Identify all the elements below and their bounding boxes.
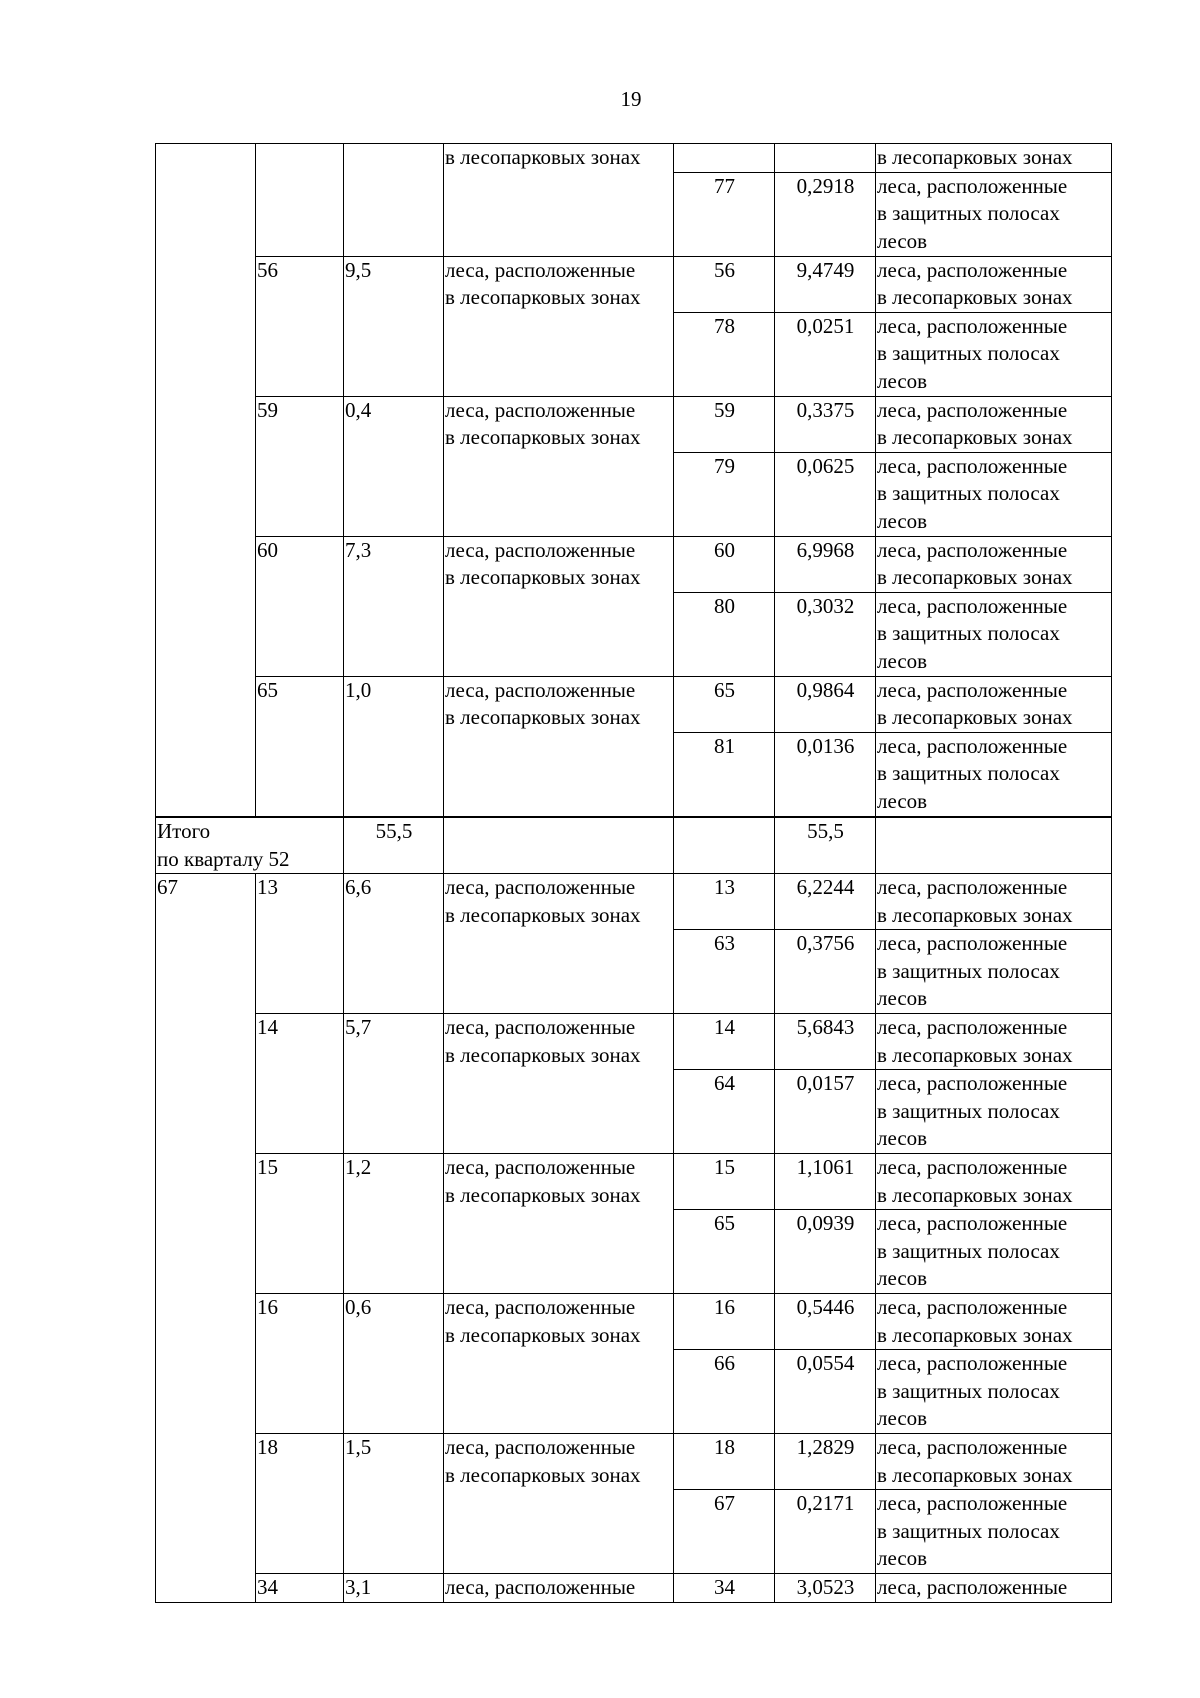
new-area-cell: 0,5446 xyxy=(775,1294,876,1350)
new-allotment-cell: 59 xyxy=(674,396,775,452)
area-cell: 1,0 xyxy=(344,676,444,816)
area-cell: 7,3 xyxy=(344,536,444,676)
new-area-cell: 0,0625 xyxy=(775,452,876,536)
new-category-cell: леса, расположенные в защитных полосах лесов xyxy=(876,312,1112,396)
total-label: Итого по кварталу 52 xyxy=(156,818,344,874)
category-cell: леса, расположенные в лесопарковых зонах xyxy=(444,1294,674,1434)
new-allotment-cell: 79 xyxy=(674,452,775,536)
category-cell: леса, расположенные в лесопарковых зонах xyxy=(444,536,674,676)
new-area-cell: 9,4749 xyxy=(775,256,876,312)
forest-allotment-table xyxy=(155,143,1112,817)
new-area-cell: 0,2918 xyxy=(775,172,876,256)
total-row xyxy=(156,818,1112,874)
category-cell: леса, расположенные в лесопарковых зонах xyxy=(444,676,674,816)
forest-allotment-table-continued xyxy=(155,817,1112,1603)
new-area-cell: 1,1061 xyxy=(775,1154,876,1210)
new-allotment-cell: 34 xyxy=(674,1574,775,1603)
new-allotment-cell: 16 xyxy=(674,1294,775,1350)
category-cell: леса, расположенные в лесопарковых зонах xyxy=(444,1434,674,1574)
new-category-cell: леса, расположенные в защитных полосах лесов xyxy=(876,452,1112,536)
new-category-cell: леса, расположенные в лесопарковых зонах xyxy=(876,256,1112,312)
allotment-cell: 59 xyxy=(256,396,344,536)
table-row xyxy=(156,396,1112,452)
new-allotment-cell: 66 xyxy=(674,1350,775,1434)
new-allotment-cell: 18 xyxy=(674,1434,775,1490)
table-row xyxy=(156,536,1112,592)
area-cell: 1,5 xyxy=(344,1434,444,1574)
new-category-cell: леса, расположенные в защитных полосах лесов xyxy=(876,1490,1112,1574)
area-cell: 0,6 xyxy=(344,1294,444,1434)
table-row xyxy=(156,1294,1112,1350)
new-area-cell: 0,9864 xyxy=(775,676,876,732)
quarter-cell: 67 xyxy=(156,874,256,1603)
new-allotment-cell: 65 xyxy=(674,1210,775,1294)
new-area-cell: 0,2171 xyxy=(775,1490,876,1574)
new-category-cell: леса, расположенные в лесопарковых зонах xyxy=(876,1014,1112,1070)
new-category-cell: леса, расположенные в лесопарковых зонах xyxy=(876,676,1112,732)
new-allotment-cell: 56 xyxy=(674,256,775,312)
table-row xyxy=(156,1434,1112,1490)
new-allotment-cell: 78 xyxy=(674,312,775,396)
empty-cell xyxy=(674,818,775,874)
allotment-cell: 13 xyxy=(256,874,344,1014)
table-row xyxy=(156,1014,1112,1070)
category-cell: леса, расположенные в лесопарковых зонах xyxy=(444,874,674,1014)
total-new-area: 55,5 xyxy=(775,818,876,874)
allotment-cell xyxy=(256,144,344,257)
area-cell: 0,4 xyxy=(344,396,444,536)
new-category-cell: леса, расположенные в защитных полосах лесов xyxy=(876,1210,1112,1294)
new-area-cell: 3,0523 xyxy=(775,1574,876,1603)
new-category-cell: леса, расположенные в защитных полосах лесов xyxy=(876,1070,1112,1154)
new-category-cell: леса, расположенные в лесопарковых зонах xyxy=(876,1434,1112,1490)
new-category-cell: леса, расположенные в защитных полосах лесов xyxy=(876,930,1112,1014)
quarter-cell xyxy=(156,144,256,817)
new-area-cell xyxy=(775,144,876,173)
new-allotment-cell: 13 xyxy=(674,874,775,930)
new-area-cell: 0,3756 xyxy=(775,930,876,1014)
new-allotment-cell xyxy=(674,144,775,173)
total-old-area: 55,5 xyxy=(344,818,444,874)
new-allotment-cell: 14 xyxy=(674,1014,775,1070)
empty-cell xyxy=(876,818,1112,874)
new-area-cell: 6,2244 xyxy=(775,874,876,930)
table-row xyxy=(156,676,1112,732)
new-area-cell: 5,6843 xyxy=(775,1014,876,1070)
new-area-cell: 0,0554 xyxy=(775,1350,876,1434)
new-category-cell: леса, расположенные xyxy=(876,1574,1112,1603)
category-cell: леса, расположенные в лесопарковых зонах xyxy=(444,1014,674,1154)
new-allotment-cell: 64 xyxy=(674,1070,775,1154)
new-area-cell: 0,3375 xyxy=(775,396,876,452)
table-row xyxy=(156,874,1112,930)
allotment-cell: 14 xyxy=(256,1014,344,1154)
new-allotment-cell: 65 xyxy=(674,676,775,732)
new-allotment-cell: 60 xyxy=(674,536,775,592)
table-row xyxy=(156,1154,1112,1210)
page-number: 19 xyxy=(620,87,642,111)
table-row xyxy=(156,144,1112,173)
new-category-cell: леса, расположенные в защитных полосах лесов xyxy=(876,592,1112,676)
allotment-cell: 56 xyxy=(256,256,344,396)
new-category-cell: леса, расположенные в лесопарковых зонах xyxy=(876,1294,1112,1350)
new-allotment-cell: 80 xyxy=(674,592,775,676)
category-cell: леса, расположенные в лесопарковых зонах xyxy=(444,1154,674,1294)
new-area-cell: 0,0157 xyxy=(775,1070,876,1154)
new-category-cell: в лесопарковых зонах xyxy=(876,144,1112,173)
area-cell: 6,6 xyxy=(344,874,444,1014)
category-cell: леса, расположенные в лесопарковых зонах xyxy=(444,256,674,396)
allotment-cell: 34 xyxy=(256,1574,344,1603)
new-category-cell: леса, расположенные в лесопарковых зонах xyxy=(876,536,1112,592)
area-cell: 5,7 xyxy=(344,1014,444,1154)
new-category-cell: леса, расположенные в лесопарковых зонах xyxy=(876,396,1112,452)
new-area-cell: 0,0251 xyxy=(775,312,876,396)
new-allotment-cell: 63 xyxy=(674,930,775,1014)
category-cell: леса, расположенные xyxy=(444,1574,674,1603)
new-category-cell: леса, расположенные в лесопарковых зонах xyxy=(876,874,1112,930)
allotment-cell: 16 xyxy=(256,1294,344,1434)
new-area-cell: 0,0136 xyxy=(775,732,876,816)
new-allotment-cell: 67 xyxy=(674,1490,775,1574)
area-cell xyxy=(344,144,444,257)
area-cell: 1,2 xyxy=(344,1154,444,1294)
new-category-cell: леса, расположенные в защитных полосах лесов xyxy=(876,1350,1112,1434)
allotment-cell: 65 xyxy=(256,676,344,816)
new-area-cell: 6,9968 xyxy=(775,536,876,592)
area-cell: 9,5 xyxy=(344,256,444,396)
new-allotment-cell: 77 xyxy=(674,172,775,256)
new-category-cell: леса, расположенные в защитных полосах лесов xyxy=(876,732,1112,816)
new-allotment-cell: 15 xyxy=(674,1154,775,1210)
table-row xyxy=(156,256,1112,312)
new-category-cell: леса, расположенные в защитных полосах лесов xyxy=(876,172,1112,256)
new-area-cell: 0,3032 xyxy=(775,592,876,676)
new-category-cell: леса, расположенные в лесопарковых зонах xyxy=(876,1154,1112,1210)
area-cell: 3,1 xyxy=(344,1574,444,1603)
allotment-cell: 18 xyxy=(256,1434,344,1574)
new-allotment-cell: 81 xyxy=(674,732,775,816)
new-area-cell: 1,2829 xyxy=(775,1434,876,1490)
category-cell: в лесопарковых зонах xyxy=(444,144,674,257)
new-area-cell: 0,0939 xyxy=(775,1210,876,1294)
empty-cell xyxy=(444,818,674,874)
category-cell: леса, расположенные в лесопарковых зонах xyxy=(444,396,674,536)
allotment-cell: 15 xyxy=(256,1154,344,1294)
table-row xyxy=(156,1574,1112,1603)
allotment-cell: 60 xyxy=(256,536,344,676)
